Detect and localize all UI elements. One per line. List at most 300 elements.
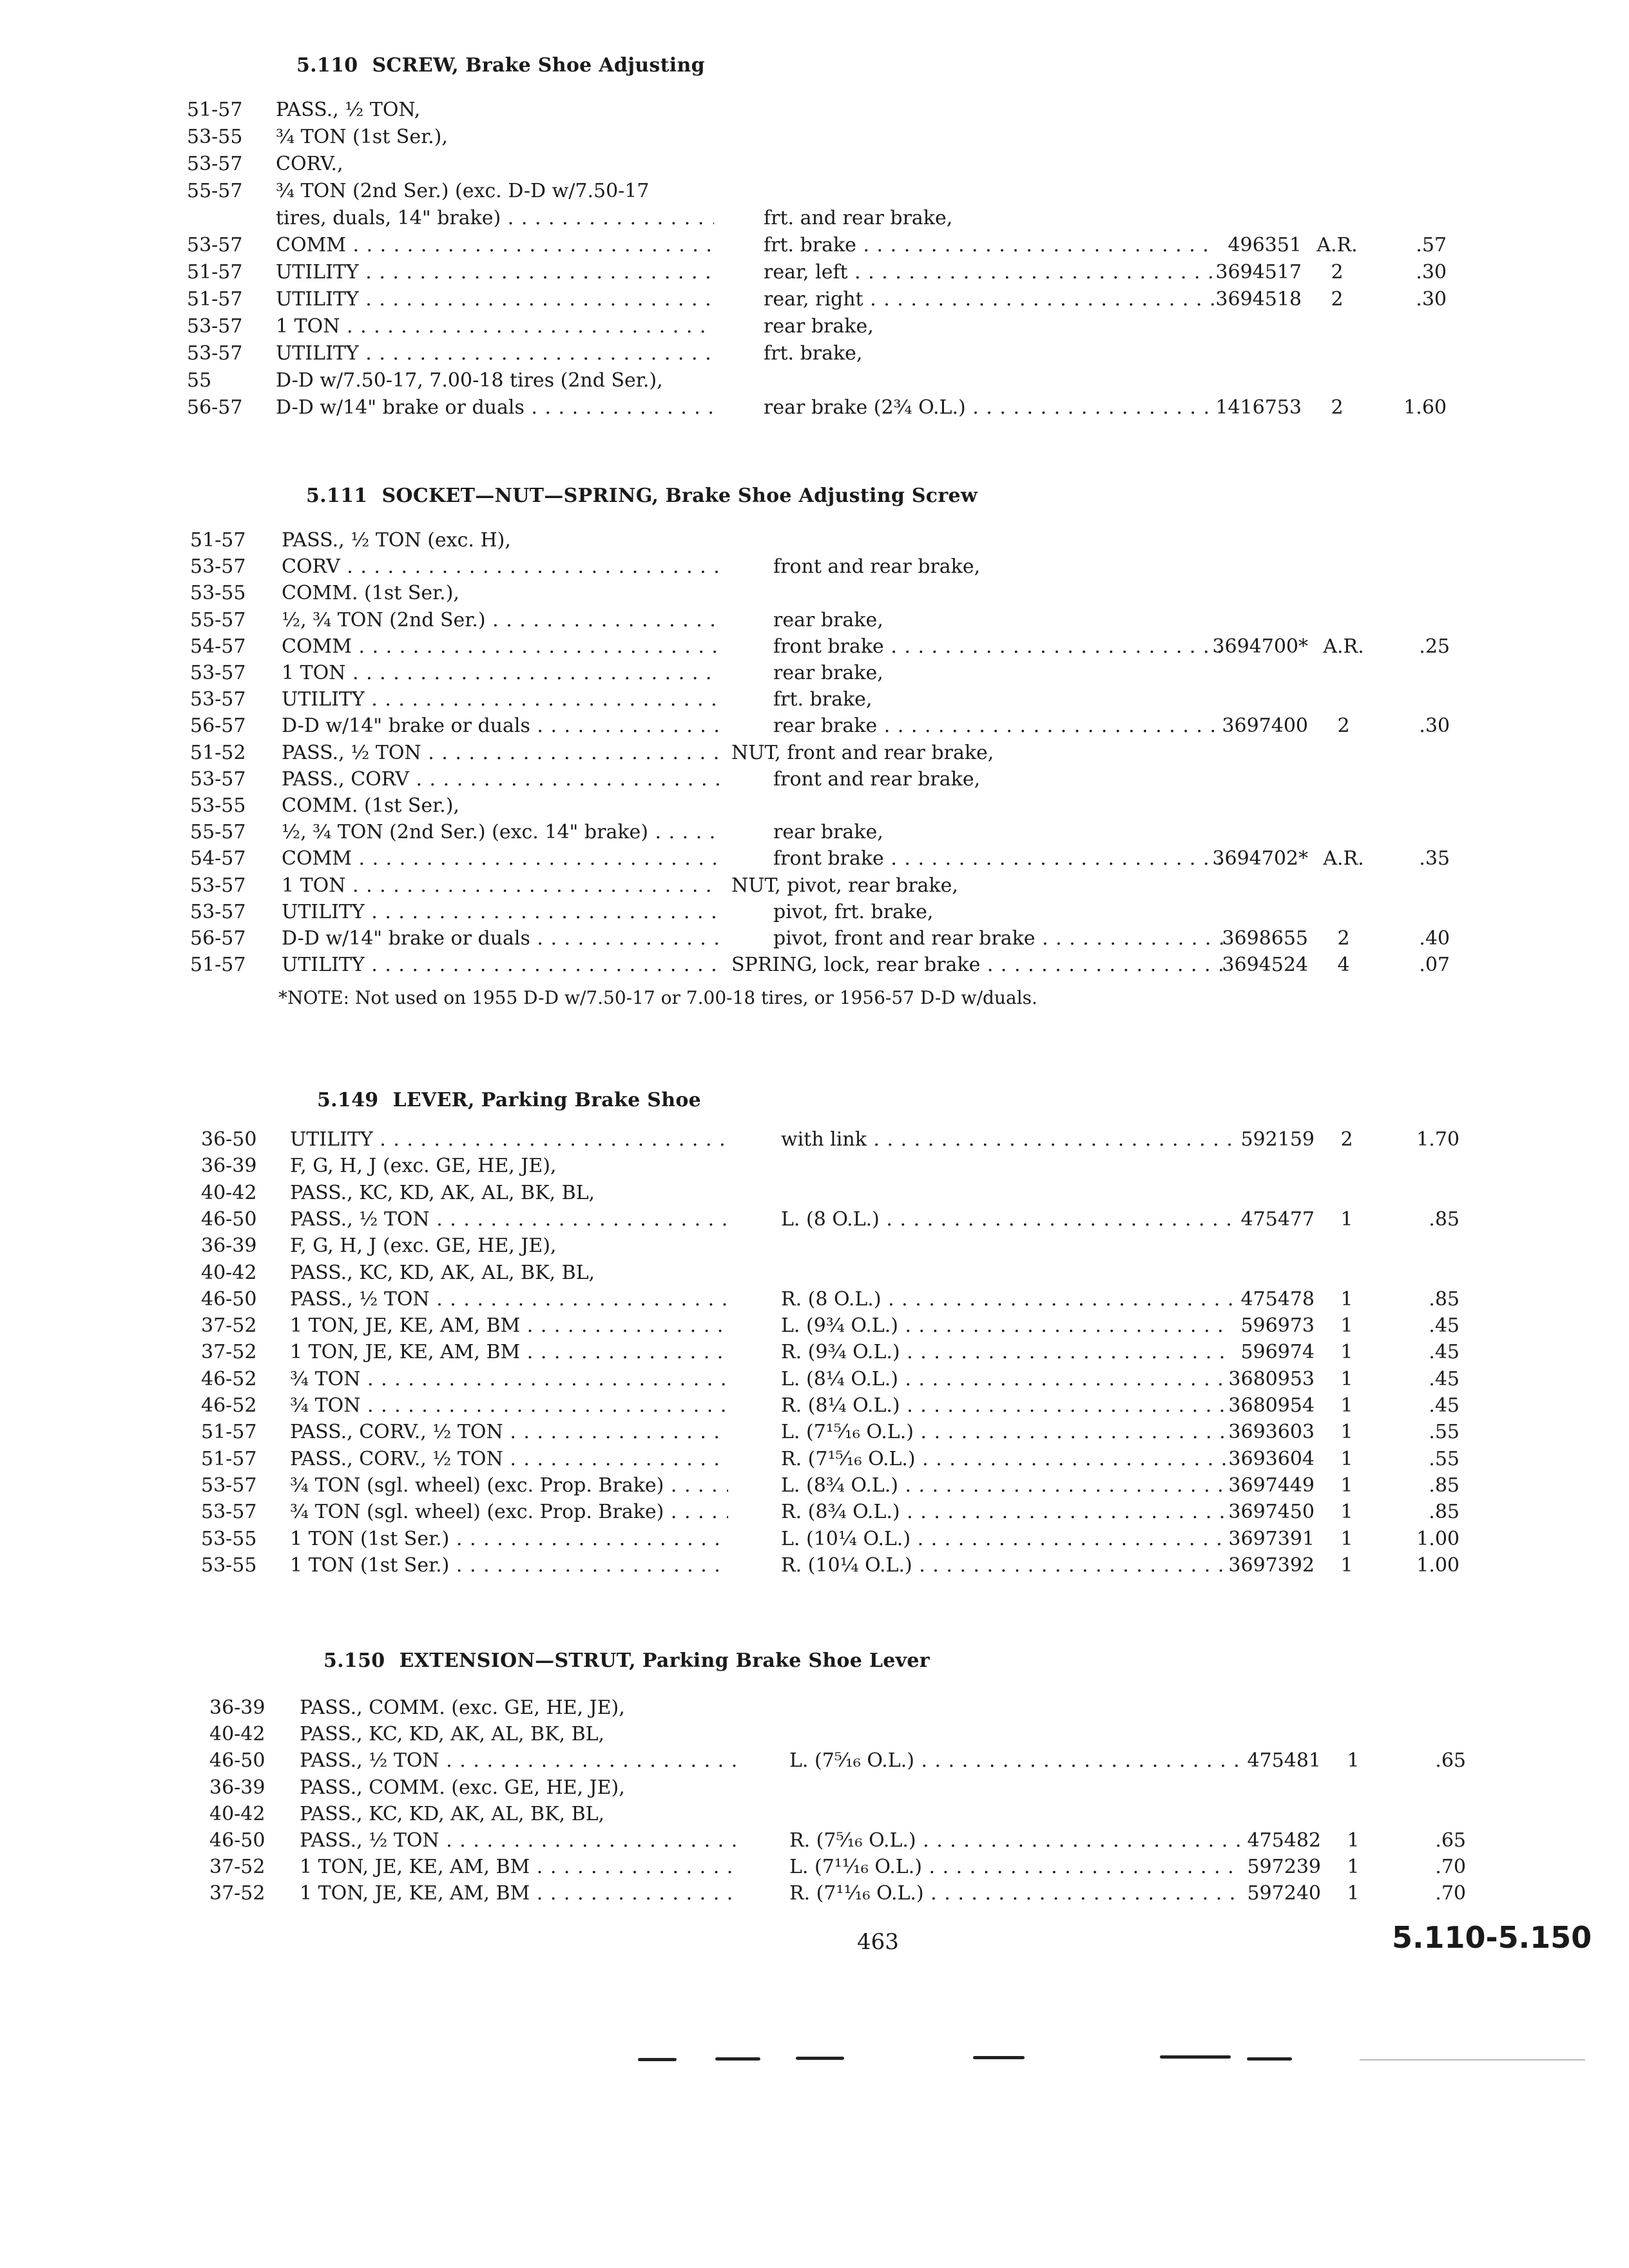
part-row — [0, 607, 1629, 634]
model-years: 40-42 — [209, 1803, 265, 1825]
part-description: R. (7¹¹⁄₁₆ O.L.) . . . — [789, 1880, 1240, 1907]
quantity: 2 — [1331, 288, 1344, 311]
quantity: 1 — [1347, 1829, 1360, 1852]
application: 1 TON . . . — [276, 313, 714, 340]
part-row — [0, 1206, 1629, 1233]
part-row — [0, 151, 1629, 178]
part-row — [0, 205, 1629, 232]
part-number: 596974 — [1240, 1341, 1315, 1363]
list-price: .55 — [1429, 1448, 1460, 1470]
model-years: 53-57 — [187, 342, 243, 365]
part-number: 3694702* — [1212, 847, 1308, 870]
part-row — [0, 313, 1629, 340]
part-number: 3697400 — [1222, 715, 1308, 737]
model-years: 55-57 — [187, 180, 243, 202]
section-heading — [317, 1089, 701, 1111]
part-row — [0, 1774, 1629, 1802]
application: PASS., COMM. (exc. GE, HE, JE), — [300, 1696, 625, 1719]
application: F, G, H, J (exc. GE, HE, JE), — [290, 1235, 557, 1257]
part-description: L. (7¹¹⁄₁₆ O.L.) . . . — [789, 1854, 1240, 1881]
model-years: 40-42 — [209, 1723, 265, 1745]
list-price: .07 — [1419, 954, 1450, 976]
part-number: 3697392 — [1228, 1554, 1315, 1577]
part-description: L. (8¼ O.L.) . . . — [781, 1366, 1232, 1393]
quantity: 2 — [1337, 715, 1350, 737]
model-years: 51-57 — [187, 261, 243, 284]
model-years: 53-57 — [190, 662, 246, 684]
model-years: 46-52 — [201, 1394, 257, 1417]
part-row — [0, 1499, 1629, 1526]
quantity: 1 — [1340, 1528, 1353, 1550]
part-row — [0, 232, 1629, 259]
application: PASS., KC, KD, AK, AL, BK, BL, — [300, 1723, 605, 1745]
application: PASS., ½ TON . . . — [290, 1206, 728, 1233]
part-row — [0, 1126, 1629, 1153]
part-description: frt. brake, — [764, 342, 863, 365]
list-price: 1.70 — [1416, 1128, 1460, 1151]
model-years: 46-50 — [209, 1829, 265, 1852]
section-number: 5.110 — [296, 54, 358, 77]
model-years: 51-57 — [187, 99, 243, 121]
part-description: R. (9¾ O.L.) . . . — [781, 1339, 1232, 1366]
application: D-D w/14" brake or duals . . . — [282, 713, 720, 740]
list-price: 1.00 — [1416, 1554, 1460, 1577]
application: COMM . . . — [276, 232, 714, 259]
quantity: 1 — [1347, 1856, 1360, 1878]
model-years: 36-39 — [201, 1235, 257, 1257]
model-years: 51-57 — [190, 954, 246, 976]
application: UTILITY . . . — [276, 340, 714, 367]
application: PASS., CORV., ½ TON . . . — [290, 1419, 728, 1446]
part-description: front brake . . . — [773, 845, 1224, 872]
part-description: frt. brake, — [773, 688, 872, 711]
part-number: 3680954 — [1228, 1394, 1315, 1417]
part-description: rear brake, — [764, 315, 874, 338]
quantity: 1 — [1340, 1288, 1353, 1311]
model-years: 56-57 — [187, 396, 243, 419]
quantity: 4 — [1337, 954, 1350, 976]
part-row — [0, 340, 1629, 367]
part-description: R. (8¾ O.L.) . . . — [781, 1499, 1232, 1526]
application: COMM . . . — [282, 633, 720, 660]
part-description: L. (7¹⁵⁄₁₆ O.L.) . . . — [781, 1419, 1232, 1446]
model-years: 55-57 — [190, 609, 246, 631]
quantity: 2 — [1331, 261, 1344, 284]
application: PASS., CORV., ½ TON . . . — [290, 1446, 728, 1473]
application: UTILITY . . . — [276, 259, 714, 286]
part-row — [0, 925, 1629, 952]
model-years: 36-39 — [209, 1776, 265, 1799]
list-price: 1.60 — [1403, 396, 1447, 419]
model-years: 46-50 — [209, 1749, 265, 1772]
scan-artifact — [1360, 2059, 1585, 2061]
part-description: rear brake, — [773, 609, 883, 631]
section-title-rest: Brake Shoe Adjusting Screw — [665, 485, 978, 507]
part-number: 3694700* — [1212, 635, 1308, 658]
model-years: 51-57 — [190, 529, 246, 552]
part-description: R. (7¹⁵⁄₁₆ O.L.) . . . — [781, 1446, 1232, 1473]
scan-artifact — [715, 2057, 760, 2061]
part-number: 592159 — [1240, 1128, 1315, 1151]
list-price: .85 — [1429, 1288, 1460, 1311]
part-number: 475477 — [1240, 1208, 1315, 1231]
part-description: with link . . . — [781, 1126, 1232, 1153]
part-description: R. (8 O.L.) . . . — [781, 1286, 1232, 1313]
part-description: rear, left . . . — [764, 259, 1215, 286]
part-row — [0, 1721, 1629, 1748]
part-row — [0, 1526, 1629, 1553]
part-description: L. (10¼ O.L.) . . . — [781, 1526, 1232, 1553]
application: ¾ TON . . . — [290, 1392, 728, 1419]
part-description: NUT, front and rear brake, — [731, 742, 994, 764]
application: ¾ TON (2nd Ser.) (exc. D-D w/7.50-17 — [276, 180, 650, 202]
part-row — [0, 367, 1629, 394]
application: UTILITY . . . — [276, 286, 714, 313]
application: ¾ TON (1st Ser.), — [276, 126, 448, 148]
application: COMM . . . — [282, 845, 720, 872]
part-row — [0, 1339, 1629, 1366]
quantity: 1 — [1340, 1474, 1353, 1497]
part-row — [0, 1180, 1629, 1207]
section-number: 5.149 — [317, 1089, 379, 1111]
part-row — [0, 633, 1629, 660]
part-number: 3693603 — [1228, 1421, 1315, 1443]
model-years: 54-57 — [190, 847, 246, 870]
part-row — [0, 793, 1629, 820]
model-years: 53-57 — [187, 234, 243, 256]
application: 1 TON, JE, KE, AM, BM . . . — [290, 1312, 728, 1340]
part-description: rear brake, — [773, 662, 883, 684]
application: UTILITY . . . — [282, 952, 720, 979]
part-row — [0, 713, 1629, 740]
quantity: A.R. — [1316, 234, 1358, 256]
application: tires, duals, 14" brake) . . . — [276, 205, 714, 232]
list-price: .30 — [1419, 715, 1450, 737]
model-years: 53-55 — [201, 1528, 257, 1550]
application: UTILITY . . . — [290, 1126, 728, 1153]
part-row — [0, 1695, 1629, 1722]
part-row — [0, 1747, 1629, 1774]
application: ¾ TON (sgl. wheel) (exc. Prop. Brake) . . . — [290, 1499, 728, 1526]
application: PASS., ½ TON . . . — [300, 1827, 738, 1854]
application: 1 TON, JE, KE, AM, BM . . . — [300, 1880, 738, 1907]
application: F, G, H, J (exc. GE, HE, JE), — [290, 1155, 557, 1177]
part-row — [0, 845, 1629, 872]
part-description: front brake . . . — [773, 633, 1224, 660]
model-years: 40-42 — [201, 1262, 257, 1284]
list-price: .45 — [1429, 1314, 1460, 1337]
application: 1 TON . . . — [282, 872, 720, 899]
part-number: 596973 — [1240, 1314, 1315, 1337]
model-years: 37-52 — [201, 1314, 257, 1337]
part-number: 3697391 — [1228, 1528, 1315, 1550]
part-row — [0, 1880, 1629, 1907]
model-years: 51-57 — [201, 1448, 257, 1470]
model-years: 46-50 — [201, 1208, 257, 1231]
model-years: 53-57 — [190, 688, 246, 711]
application: 1 TON (1st Ser.) . . . — [290, 1526, 728, 1553]
part-description: R. (7⁵⁄₁₆ O.L.) . . . — [789, 1827, 1240, 1854]
part-number: 1416753 — [1215, 396, 1302, 419]
application: PASS., KC, KD, AK, AL, BK, BL, — [290, 1182, 595, 1204]
page-number: 463 — [857, 1929, 899, 1955]
list-price: .85 — [1429, 1474, 1460, 1497]
part-number: 496351 — [1228, 234, 1302, 256]
part-description: rear brake . . . — [773, 713, 1224, 740]
part-row — [0, 1419, 1629, 1446]
quantity: 1 — [1340, 1394, 1353, 1417]
quantity: 1 — [1340, 1421, 1353, 1443]
part-row — [0, 259, 1629, 286]
part-row — [0, 1446, 1629, 1473]
application: 1 TON (1st Ser.) . . . — [290, 1552, 728, 1579]
application: ½, ¾ TON (2nd Ser.) (exc. 14" brake) . . . — [282, 819, 720, 846]
part-description: frt. and rear brake, — [764, 207, 953, 229]
part-description: NUT, pivot, rear brake, — [731, 874, 958, 897]
part-number: 475481 — [1247, 1749, 1321, 1772]
part-row — [0, 527, 1629, 554]
part-row — [0, 740, 1629, 767]
part-row — [0, 660, 1629, 687]
application: 1 TON, JE, KE, AM, BM . . . — [300, 1854, 738, 1881]
section-number: 5.150 — [323, 1649, 385, 1672]
application: D-D w/7.50-17, 7.00-18 tires (2nd Ser.), — [276, 369, 663, 392]
part-row — [0, 1153, 1629, 1180]
list-price: .25 — [1419, 635, 1450, 658]
application: COMM. (1st Ser.), — [282, 582, 459, 604]
model-years: 53-57 — [187, 315, 243, 338]
quantity: 1 — [1340, 1341, 1353, 1363]
part-number: 597240 — [1247, 1882, 1321, 1905]
section-range: 5.110-5.150 — [1392, 1920, 1592, 1955]
part-description: front and rear brake, — [773, 768, 981, 791]
model-years: 51-57 — [187, 288, 243, 311]
part-description: pivot, front and rear brake . . . — [773, 925, 1224, 952]
part-description: L. (9¾ O.L.) . . . — [781, 1312, 1232, 1340]
application: PASS., CORV . . . — [282, 766, 720, 793]
model-years: 37-52 — [209, 1882, 265, 1905]
quantity: 1 — [1340, 1314, 1353, 1337]
model-years: 46-52 — [201, 1368, 257, 1390]
application: PASS., COMM. (exc. GE, HE, JE), — [300, 1776, 625, 1799]
application: CORV . . . — [282, 553, 720, 581]
part-row — [0, 819, 1629, 846]
quantity: A.R. — [1323, 635, 1364, 658]
part-number: 3698655 — [1222, 927, 1308, 950]
part-row — [0, 553, 1629, 581]
model-years: 53-55 — [187, 126, 243, 148]
application: PASS., ½ TON, — [276, 99, 421, 121]
part-row — [0, 899, 1629, 926]
part-number: 3680953 — [1228, 1368, 1315, 1390]
application: ½, ¾ TON (2nd Ser.) . . . — [282, 607, 720, 634]
list-price: .65 — [1435, 1749, 1466, 1772]
part-number: 3697450 — [1228, 1501, 1315, 1523]
model-years: 53-57 — [190, 874, 246, 897]
list-price: .70 — [1435, 1882, 1466, 1905]
part-description: L. (8¾ O.L.) . . . — [781, 1472, 1232, 1499]
model-years: 53-55 — [190, 794, 246, 817]
model-years: 36-50 — [201, 1128, 257, 1151]
model-years: 53-57 — [201, 1474, 257, 1497]
list-price: .45 — [1429, 1341, 1460, 1363]
application: PASS., ½ TON (exc. H), — [282, 529, 511, 552]
section-title-rest: Parking Brake Shoe Lever — [642, 1649, 930, 1672]
model-years: 56-57 — [190, 927, 246, 950]
list-price: .40 — [1419, 927, 1450, 950]
section-title-rest: Parking Brake Shoe — [481, 1089, 702, 1111]
part-row — [0, 580, 1629, 607]
part-row — [0, 1260, 1629, 1287]
scan-artifact — [796, 2057, 844, 2060]
model-years: 37-52 — [201, 1341, 257, 1363]
section-heading — [306, 485, 978, 507]
scan-artifact — [973, 2056, 1025, 2059]
section-heading — [323, 1649, 930, 1672]
quantity: A.R. — [1323, 847, 1364, 870]
application: UTILITY . . . — [282, 899, 720, 926]
application: D-D w/14" brake or duals . . . — [282, 925, 720, 952]
application: PASS., KC, KD, AK, AL, BK, BL, — [290, 1262, 595, 1284]
quantity: 2 — [1340, 1128, 1353, 1151]
part-description: R. (8¼ O.L.) . . . — [781, 1392, 1232, 1419]
quantity: 2 — [1331, 396, 1344, 419]
part-row — [0, 97, 1629, 124]
application: UTILITY . . . — [282, 686, 720, 713]
model-years: 55 — [187, 369, 212, 392]
application: PASS., ½ TON . . . — [282, 740, 720, 767]
application: COMM. (1st Ser.), — [282, 794, 459, 817]
part-row — [0, 1286, 1629, 1313]
scan-artifact — [1160, 2055, 1231, 2059]
model-years: 53-57 — [201, 1501, 257, 1523]
application: ¾ TON (sgl. wheel) (exc. Prop. Brake) . . . — [290, 1472, 728, 1499]
part-row — [0, 286, 1629, 313]
section-title-rest: Brake Shoe Adjusting — [465, 54, 705, 77]
model-years: 53-57 — [190, 555, 246, 578]
part-description: L. (8 O.L.) . . . — [781, 1206, 1232, 1233]
quantity: 1 — [1347, 1882, 1360, 1905]
section-title-caps: SCREW, — [372, 54, 459, 77]
part-number: 3694517 — [1215, 261, 1302, 284]
list-price: .70 — [1435, 1856, 1466, 1878]
part-description: rear brake, — [773, 821, 883, 843]
part-row — [0, 124, 1629, 151]
application: PASS., ½ TON . . . — [300, 1747, 738, 1774]
section-title-caps: LEVER, — [392, 1089, 475, 1111]
section-number: 5.111 — [306, 485, 368, 507]
quantity: 1 — [1340, 1368, 1353, 1390]
part-row — [0, 872, 1629, 899]
application: CORV., — [276, 153, 343, 175]
list-price: .35 — [1419, 847, 1450, 870]
part-description: frt. brake . . . — [764, 232, 1215, 259]
section-heading — [296, 54, 705, 77]
part-number: 3694524 — [1222, 954, 1308, 976]
list-price: .85 — [1429, 1501, 1460, 1523]
model-years: 53-57 — [187, 153, 243, 175]
scan-artifact — [638, 2058, 677, 2061]
part-row — [0, 1472, 1629, 1499]
model-years: 54-57 — [190, 635, 246, 658]
part-row — [0, 1233, 1629, 1260]
list-price: .30 — [1416, 288, 1447, 311]
application: 1 TON . . . — [282, 660, 720, 687]
list-price: .45 — [1429, 1368, 1460, 1390]
part-number: 475482 — [1247, 1829, 1321, 1852]
part-row — [0, 1801, 1629, 1828]
part-number: 475478 — [1240, 1288, 1315, 1311]
application: PASS., ½ TON . . . — [290, 1286, 728, 1313]
application: D-D w/14" brake or duals . . . — [276, 394, 714, 421]
part-row — [0, 766, 1629, 793]
list-price: .85 — [1429, 1208, 1460, 1231]
quantity: 1 — [1347, 1749, 1360, 1772]
part-row — [0, 1312, 1629, 1340]
quantity: 1 — [1340, 1208, 1353, 1231]
model-years: 53-57 — [190, 901, 246, 923]
part-row — [0, 1854, 1629, 1881]
part-row — [0, 1392, 1629, 1419]
part-number: 3694518 — [1215, 288, 1302, 311]
application: ¾ TON . . . — [290, 1366, 728, 1393]
part-number: 597239 — [1247, 1856, 1321, 1878]
model-years: 53-57 — [190, 768, 246, 791]
list-price: .55 — [1429, 1421, 1460, 1443]
list-price: .57 — [1416, 234, 1447, 256]
part-number: 3693604 — [1228, 1448, 1315, 1470]
part-description: rear, right . . . — [764, 286, 1215, 313]
part-row — [0, 952, 1629, 979]
part-row — [0, 686, 1629, 713]
list-price: .65 — [1435, 1829, 1466, 1852]
part-description: L. (7⁵⁄₁₆ O.L.) . . . — [789, 1747, 1240, 1774]
quantity: 1 — [1340, 1501, 1353, 1523]
application: PASS., KC, KD, AK, AL, BK, BL, — [300, 1803, 605, 1825]
quantity: 1 — [1340, 1448, 1353, 1470]
part-description: pivot, frt. brake, — [773, 901, 934, 923]
list-price: 1.00 — [1416, 1528, 1460, 1550]
part-number: 3697449 — [1228, 1474, 1315, 1497]
quantity: 1 — [1340, 1554, 1353, 1577]
list-price: .45 — [1429, 1394, 1460, 1417]
section-title-caps: SOCKET—NUT—SPRING, — [381, 485, 659, 507]
model-years: 56-57 — [190, 715, 246, 737]
model-years: 37-52 — [209, 1856, 265, 1878]
part-description: front and rear brake, — [773, 555, 981, 578]
list-price: .30 — [1416, 261, 1447, 284]
part-row — [0, 1827, 1629, 1854]
section-title-caps: EXTENSION—STRUT, — [399, 1649, 636, 1672]
model-years: 40-42 — [201, 1182, 257, 1204]
part-description: rear brake (2¾ O.L.) . . . — [764, 394, 1215, 421]
model-years: 53-55 — [190, 582, 246, 604]
footnote: *NOTE: Not used on 1955 D-D w/7.50-17 or 7.00-18 tires, or 1956-57 D-D w/duals. — [278, 987, 1037, 1008]
part-row — [0, 178, 1629, 205]
model-years: 36-39 — [201, 1155, 257, 1177]
model-years: 51-52 — [190, 742, 246, 764]
scan-artifact — [1247, 2057, 1292, 2061]
model-years: 53-55 — [201, 1554, 257, 1577]
model-years: 36-39 — [209, 1696, 265, 1719]
part-row — [0, 1552, 1629, 1579]
part-description: SPRING, lock, rear brake . . . — [731, 952, 1224, 979]
application: 1 TON, JE, KE, AM, BM . . . — [290, 1339, 728, 1366]
model-years: 51-57 — [201, 1421, 257, 1443]
part-description: R. (10¼ O.L.) . . . — [781, 1552, 1232, 1579]
model-years: 46-50 — [201, 1288, 257, 1311]
part-row — [0, 394, 1629, 421]
